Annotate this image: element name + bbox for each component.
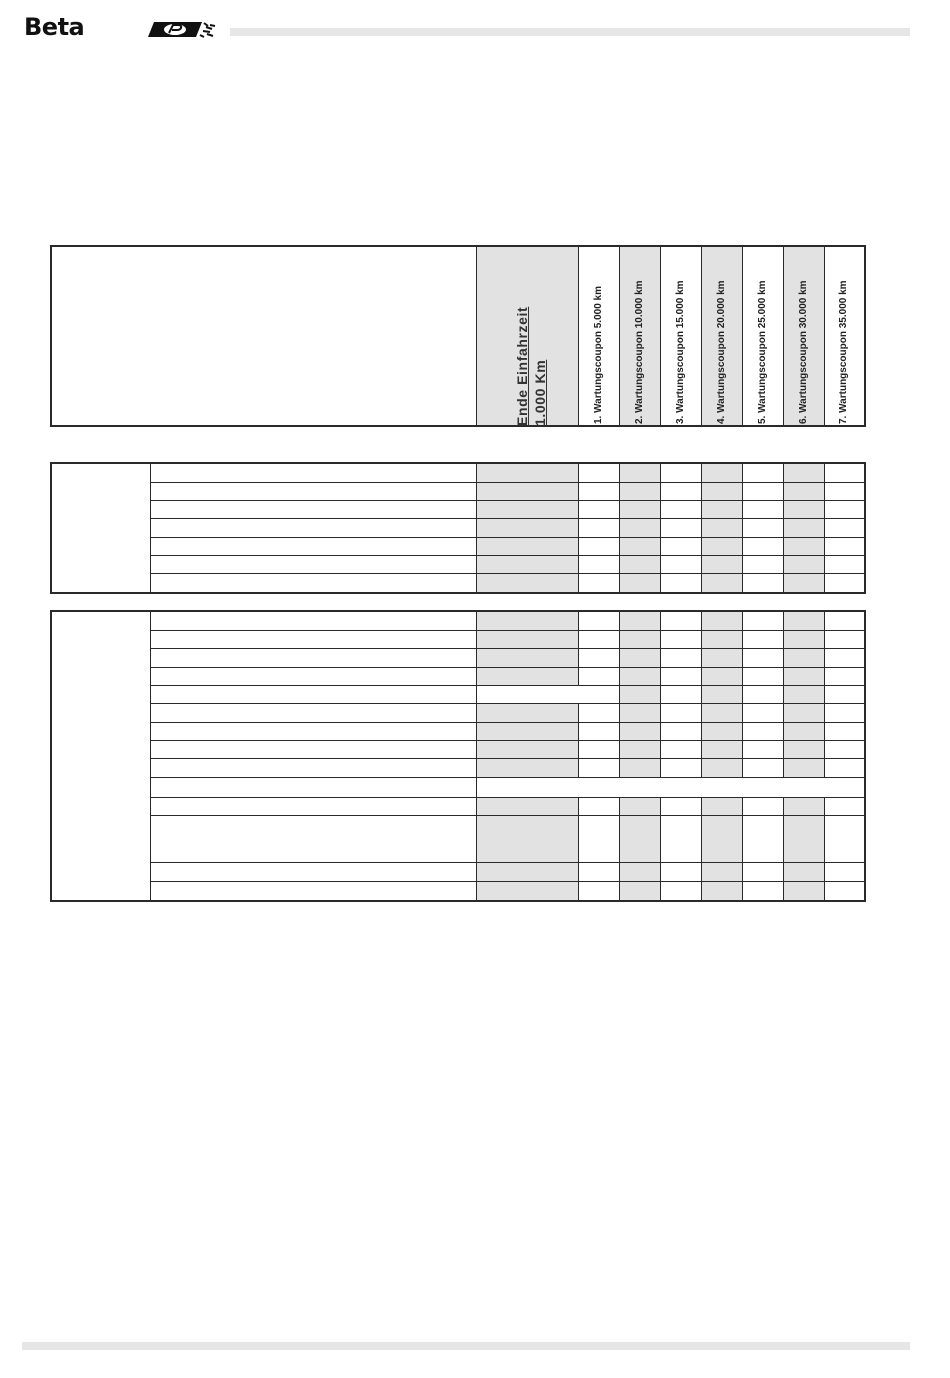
cell-divider [824, 703, 825, 722]
row-shade [701, 500, 742, 518]
row-shade [619, 612, 660, 630]
row-shade [476, 464, 578, 482]
cell-divider [701, 722, 702, 740]
cell-divider [619, 667, 620, 685]
row-shade [476, 815, 578, 862]
cell-divider [742, 555, 743, 573]
row-divider [150, 722, 864, 723]
row-shade [783, 685, 824, 703]
cell-divider [660, 815, 661, 862]
cell-divider [783, 797, 784, 815]
cell-divider [824, 862, 825, 881]
cell-divider [783, 648, 784, 667]
row-shade [619, 758, 660, 777]
cell-divider [701, 685, 702, 703]
cell-divider [578, 630, 579, 648]
cell-divider [619, 518, 620, 537]
row-shade [619, 703, 660, 722]
row-shade [619, 518, 660, 537]
row-divider [150, 703, 864, 704]
column-divider [619, 247, 620, 425]
row-shade [619, 797, 660, 815]
row-divider [150, 881, 864, 882]
cell-divider [578, 500, 579, 518]
cell-divider [783, 482, 784, 500]
row-shade [476, 758, 578, 777]
cell-divider [476, 703, 477, 722]
cell-divider [742, 482, 743, 500]
cell-divider [701, 797, 702, 815]
service-column-label: 7. Wartungscoupon 35.000 km [838, 280, 849, 424]
cell-divider [742, 740, 743, 758]
cell-divider [742, 862, 743, 881]
cell-divider [824, 740, 825, 758]
cell-divider [619, 815, 620, 862]
cell-divider [619, 555, 620, 573]
cell-divider [660, 482, 661, 500]
row-divider [150, 537, 864, 538]
cell-divider [476, 648, 477, 667]
cell-divider [619, 612, 620, 630]
row-shade [783, 648, 824, 667]
row-shade [783, 881, 824, 900]
cell-divider [578, 722, 579, 740]
cell-divider [742, 500, 743, 518]
cell-divider [742, 722, 743, 740]
row-shade [476, 881, 578, 900]
cell-divider [476, 482, 477, 500]
end-run-in-line1: Ende Einfahrzeit [514, 306, 530, 426]
cell-divider [619, 482, 620, 500]
row-shade [701, 518, 742, 537]
row-shade [476, 500, 578, 518]
row-shade [619, 500, 660, 518]
cell-divider [660, 500, 661, 518]
cell-divider [742, 573, 743, 592]
beta-logo [24, 13, 219, 41]
row-shade [619, 881, 660, 900]
cell-divider [578, 815, 579, 862]
row-shade [619, 667, 660, 685]
schedule-section-2 [50, 610, 866, 902]
row-shade [619, 740, 660, 758]
schedule-header-table [50, 245, 866, 427]
row-shade [783, 630, 824, 648]
cell-divider [824, 685, 825, 703]
cell-divider [476, 555, 477, 573]
logo-text: Beta [24, 13, 85, 41]
cell-divider [701, 667, 702, 685]
cell-divider [578, 482, 579, 500]
cell-divider [476, 758, 477, 777]
row-shade [476, 518, 578, 537]
row-divider [150, 648, 864, 649]
cell-divider [619, 464, 620, 482]
cell-divider [824, 758, 825, 777]
cell-divider [578, 518, 579, 537]
cell-divider [701, 573, 702, 592]
cell-divider [701, 464, 702, 482]
cell-divider [701, 881, 702, 900]
cell-divider [476, 500, 477, 518]
cell-divider [742, 612, 743, 630]
schedule-section-1 [50, 462, 866, 594]
cell-divider [824, 482, 825, 500]
cell-divider [701, 612, 702, 630]
cell-divider [783, 518, 784, 537]
row-shade [619, 630, 660, 648]
row-shade [701, 612, 742, 630]
row-shade [783, 667, 824, 685]
cell-divider [619, 881, 620, 900]
cell-divider [660, 518, 661, 537]
row-shade [783, 518, 824, 537]
cell-divider [701, 500, 702, 518]
cell-divider [476, 573, 477, 592]
cell-divider [701, 555, 702, 573]
row-shade [783, 555, 824, 573]
row-shade [783, 612, 824, 630]
column-divider [701, 247, 702, 425]
cell-divider [619, 797, 620, 815]
cell-divider [660, 685, 661, 703]
cell-divider [783, 758, 784, 777]
cell-divider [742, 464, 743, 482]
cell-divider [742, 815, 743, 862]
cell-divider [824, 648, 825, 667]
cell-divider [660, 703, 661, 722]
cell-divider [783, 881, 784, 900]
cell-divider [578, 667, 579, 685]
cell-divider [783, 500, 784, 518]
header-rule [230, 28, 910, 36]
column-divider [476, 247, 477, 425]
cell-divider [578, 573, 579, 592]
row-shade [701, 630, 742, 648]
cell-divider [783, 722, 784, 740]
row-shade [476, 555, 578, 573]
cell-divider [476, 685, 477, 703]
cell-divider [660, 630, 661, 648]
row-shade [701, 482, 742, 500]
cell-divider [578, 537, 579, 555]
row-divider [150, 777, 864, 778]
row-shade [701, 740, 742, 758]
row-shade [783, 740, 824, 758]
cell-divider [619, 630, 620, 648]
cell-divider [476, 537, 477, 555]
cell-divider [783, 740, 784, 758]
row-shade [783, 500, 824, 518]
label-divider [150, 612, 151, 900]
cell-divider [742, 630, 743, 648]
cell-divider [578, 464, 579, 482]
cell-divider [476, 740, 477, 758]
row-shade [701, 758, 742, 777]
cell-divider [660, 758, 661, 777]
row-shade [783, 482, 824, 500]
footer-rule [22, 1342, 910, 1350]
cell-divider [660, 464, 661, 482]
service-column-label: 6. Wartungscoupon 30.000 km [797, 280, 809, 424]
cell-divider [824, 537, 825, 555]
service-column-label: 5. Wartungscoupon 25.000 km [756, 280, 768, 424]
cell-divider [701, 815, 702, 862]
row-shade [476, 612, 578, 630]
cell-divider [701, 862, 702, 881]
row-shade [783, 722, 824, 740]
cell-divider [660, 555, 661, 573]
row-shade [619, 573, 660, 592]
cell-divider [476, 797, 477, 815]
cell-divider [783, 685, 784, 703]
row-shade [619, 464, 660, 482]
cell-divider [701, 630, 702, 648]
row-divider [150, 758, 864, 759]
row-shade [476, 740, 578, 758]
row-shade [701, 722, 742, 740]
row-shade [701, 667, 742, 685]
cell-divider [783, 815, 784, 862]
row-shade [476, 537, 578, 555]
cell-divider [619, 573, 620, 592]
cell-divider [578, 797, 579, 815]
service-column-label: 3. Wartungscoupon 15.000 km [674, 280, 686, 424]
row-shade [619, 862, 660, 881]
cell-divider [783, 537, 784, 555]
row-shade [701, 703, 742, 722]
cell-divider [619, 537, 620, 555]
cell-divider [476, 777, 477, 797]
cell-divider [824, 815, 825, 862]
column-divider [660, 247, 661, 425]
cell-divider [619, 740, 620, 758]
row-shade [783, 815, 824, 862]
cell-divider [578, 862, 579, 881]
row-shade [476, 667, 578, 685]
cell-divider [476, 815, 477, 862]
cell-divider [660, 537, 661, 555]
cell-divider [783, 862, 784, 881]
cell-divider [660, 862, 661, 881]
row-shade [701, 685, 742, 703]
cell-divider [742, 648, 743, 667]
row-shade [476, 703, 578, 722]
cell-divider [701, 482, 702, 500]
end-run-in-line2: 1.000 Km [532, 359, 548, 426]
row-divider [150, 667, 864, 668]
cell-divider [783, 612, 784, 630]
cell-divider [701, 537, 702, 555]
row-shade [701, 815, 742, 862]
cell-divider [742, 667, 743, 685]
cell-divider [578, 703, 579, 722]
service-column-label: 2. Wartungscoupon 10.000 km [633, 280, 645, 424]
cell-divider [476, 464, 477, 482]
row-shade [701, 573, 742, 592]
row-divider [150, 862, 864, 863]
cell-divider [578, 758, 579, 777]
row-divider [150, 815, 864, 816]
row-shade [619, 815, 660, 862]
cell-divider [619, 685, 620, 703]
cell-divider [476, 862, 477, 881]
service-column-label: 4. Wartungscoupon 20.000 km [715, 280, 727, 424]
row-divider [150, 482, 864, 483]
cell-divider [476, 667, 477, 685]
beta-emblem-icon [148, 21, 218, 38]
row-shade [476, 648, 578, 667]
row-shade [619, 555, 660, 573]
cell-divider [742, 797, 743, 815]
cell-divider [476, 612, 477, 630]
cell-divider [701, 648, 702, 667]
cell-divider [783, 464, 784, 482]
cell-divider [742, 685, 743, 703]
cell-divider [660, 573, 661, 592]
row-divider [150, 555, 864, 556]
cell-divider [660, 612, 661, 630]
cell-divider [619, 722, 620, 740]
cell-divider [619, 862, 620, 881]
row-divider [150, 797, 864, 798]
cell-divider [701, 518, 702, 537]
cell-divider [660, 667, 661, 685]
cell-divider [578, 648, 579, 667]
row-shade [476, 722, 578, 740]
column-divider [742, 247, 743, 425]
row-shade [783, 862, 824, 881]
cell-divider [824, 612, 825, 630]
row-divider [150, 740, 864, 741]
cell-divider [783, 555, 784, 573]
cell-divider [742, 703, 743, 722]
row-shade [476, 797, 578, 815]
service-column-label: 1. Wartungscoupon 5.000 km [592, 286, 604, 424]
row-shade [619, 482, 660, 500]
row-shade [701, 464, 742, 482]
row-shade [701, 881, 742, 900]
row-shade [476, 482, 578, 500]
cell-divider [824, 722, 825, 740]
row-shade [701, 648, 742, 667]
cell-divider [619, 648, 620, 667]
cell-divider [701, 703, 702, 722]
cell-divider [660, 881, 661, 900]
cell-divider [701, 758, 702, 777]
cell-divider [783, 667, 784, 685]
cell-divider [824, 630, 825, 648]
cell-divider [783, 573, 784, 592]
cell-divider [476, 518, 477, 537]
column-divider [578, 247, 579, 425]
cell-divider [824, 555, 825, 573]
cell-divider [742, 758, 743, 777]
row-shade [619, 537, 660, 555]
cell-divider [660, 740, 661, 758]
cell-divider [578, 555, 579, 573]
row-shade [701, 555, 742, 573]
cell-divider [578, 740, 579, 758]
cell-divider [742, 518, 743, 537]
row-shade [783, 703, 824, 722]
cell-divider [619, 703, 620, 722]
row-shade [783, 797, 824, 815]
cell-divider [824, 667, 825, 685]
row-shade [476, 630, 578, 648]
row-shade [783, 537, 824, 555]
cell-divider [619, 758, 620, 777]
column-divider [824, 247, 825, 425]
row-shade [701, 862, 742, 881]
cell-divider [824, 464, 825, 482]
cell-divider [783, 703, 784, 722]
row-shade [476, 573, 578, 592]
cell-divider [660, 722, 661, 740]
row-divider [150, 518, 864, 519]
cell-divider [824, 518, 825, 537]
cell-divider [824, 797, 825, 815]
cell-divider [742, 537, 743, 555]
row-divider [150, 500, 864, 501]
cell-divider [742, 881, 743, 900]
row-shade [783, 573, 824, 592]
row-shade [701, 797, 742, 815]
end-run-in-label [513, 307, 549, 426]
row-divider [150, 630, 864, 631]
cell-divider [783, 630, 784, 648]
column-divider [783, 247, 784, 425]
cell-divider [476, 722, 477, 740]
cell-divider [619, 500, 620, 518]
cell-divider [660, 797, 661, 815]
row-divider [150, 573, 864, 574]
row-shade [701, 537, 742, 555]
cell-divider [578, 881, 579, 900]
cell-divider [476, 630, 477, 648]
cell-divider [824, 573, 825, 592]
row-divider [150, 685, 864, 686]
row-shade [619, 685, 660, 703]
row-shade [783, 464, 824, 482]
cell-divider [578, 612, 579, 630]
row-shade [476, 862, 578, 881]
cell-divider [660, 648, 661, 667]
cell-divider [701, 740, 702, 758]
cell-divider [824, 500, 825, 518]
cell-divider [824, 881, 825, 900]
row-shade [619, 722, 660, 740]
row-shade [619, 648, 660, 667]
cell-divider [476, 881, 477, 900]
row-shade [783, 758, 824, 777]
